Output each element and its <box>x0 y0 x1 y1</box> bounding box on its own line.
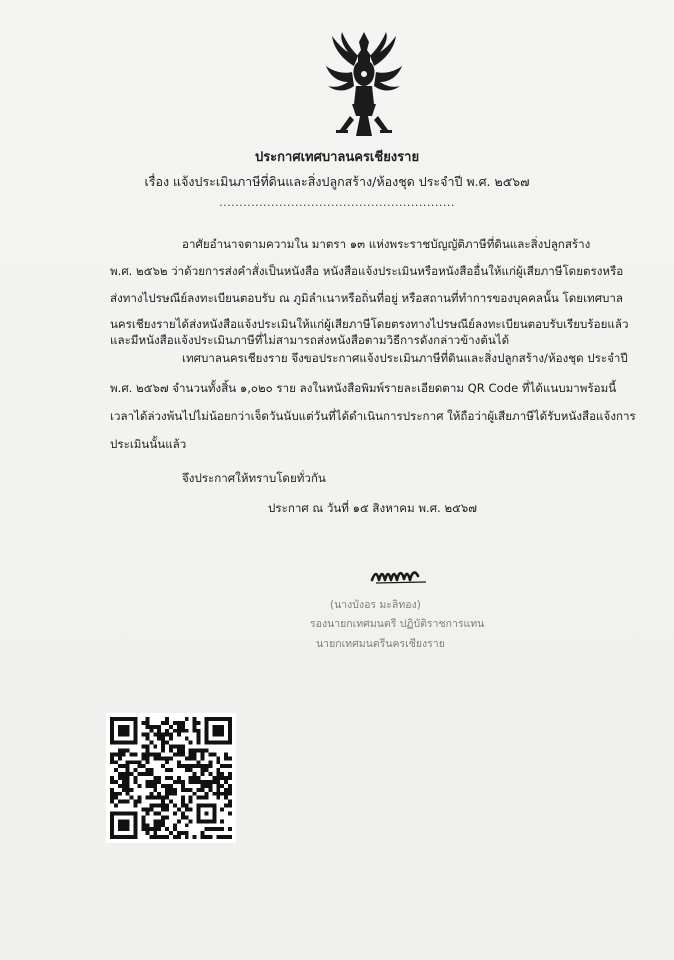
paragraph-2-line-1: เทศบาลนครเชียงราย จึงขอประกาศแจ้งประเมินภาษีที่ดินและสิ่งปลูกสร้าง/ห้องชุด ประจำปี <box>182 351 628 365</box>
signer-position-1: รองนายกเทศมนตรี ปฏิบัติราชการแทน <box>310 618 485 630</box>
dotted-divider: ........................................................... <box>219 196 455 209</box>
garuda-emblem-icon <box>322 30 406 142</box>
announcement-subject: เรื่อง แจ้งประเมินภาษีที่ดินและสิ่งปลูกสร้าง/ห้องชุด ประจำปี พ.ศ. ๒๕๖๗ <box>144 174 530 189</box>
paragraph-2-line-3: เวลาได้ล่วงพ้นไปไม่น้อยกว่าเจ็ดวันนับแต่วันที่ได้ดำเนินการประกาศ ให้ถือว่าผู้เสียภาษีได้รับหนังสือแจ้งการ <box>110 409 636 423</box>
paragraph-1-line-2: พ.ศ. ๒๕๖๒ ว่าด้วยการส่งคำสั่งเป็นหนังสือ หนังสือแจ้งประเมินหรือหนังสืออื่นให้แก่ผู้เสียภาษีโดยตรงหรือ <box>110 264 624 278</box>
qr-code-icon <box>106 713 236 843</box>
paragraph-1-line-5: และมีหนังสือแจ้งประเมินภาษีที่ไม่สามารถส่งหนังสือตามวิธีการดังกล่าวข้างต้นได้ <box>110 333 510 347</box>
paragraph-1-line-3: ส่งทางไปรษณีย์ลงทะเบียนตอบรับ ณ ภูมิลำเนาหรือถิ่นที่อยู่ หรือสถานที่ทำการของบุคคลนั้น โดยเทศบาล <box>110 291 624 305</box>
signer-position-2: นายกเทศมนตรีนครเชียงราย <box>316 638 445 650</box>
announcement-title: ประกาศเทศบาลนครเชียงราย <box>254 150 420 165</box>
paragraph-2-line-4: ประเมินนั้นแล้ว <box>110 437 187 451</box>
signer-name: (นางบังอร มะลิทอง) <box>330 599 421 611</box>
signature-icon <box>370 566 440 588</box>
closing-line: จึงประกาศให้ทราบโดยทั่วกัน <box>182 471 326 485</box>
paragraph-1-line-1: อาศัยอำนาจตามความใน มาตรา ๑๓ แห่งพระราชบัญญัติภาษีที่ดินและสิ่งปลูกสร้าง <box>182 237 591 251</box>
paragraph-2-line-2: พ.ศ. ๒๕๖๗ จำนวนทั้งสิ้น ๑,๐๒๐ ราย ลงในหนังสือพิมพ์รายละเอียดตาม QR Code ที่ได้แนบมาพร้อมนี้ <box>110 381 617 395</box>
date-line: ประกาศ ณ วันที่ ๑๕ สิงหาคม พ.ศ. ๒๕๖๗ <box>268 501 477 515</box>
paragraph-1-line-4: นครเชียงรายได้ส่งหนังสือแจ้งประเมินให้แก่ผู้เสียภาษีโดยตรงทางไปรษณีย์ลงทะเบียนตอบรับเรียบร้อยแล้ว <box>110 317 629 331</box>
